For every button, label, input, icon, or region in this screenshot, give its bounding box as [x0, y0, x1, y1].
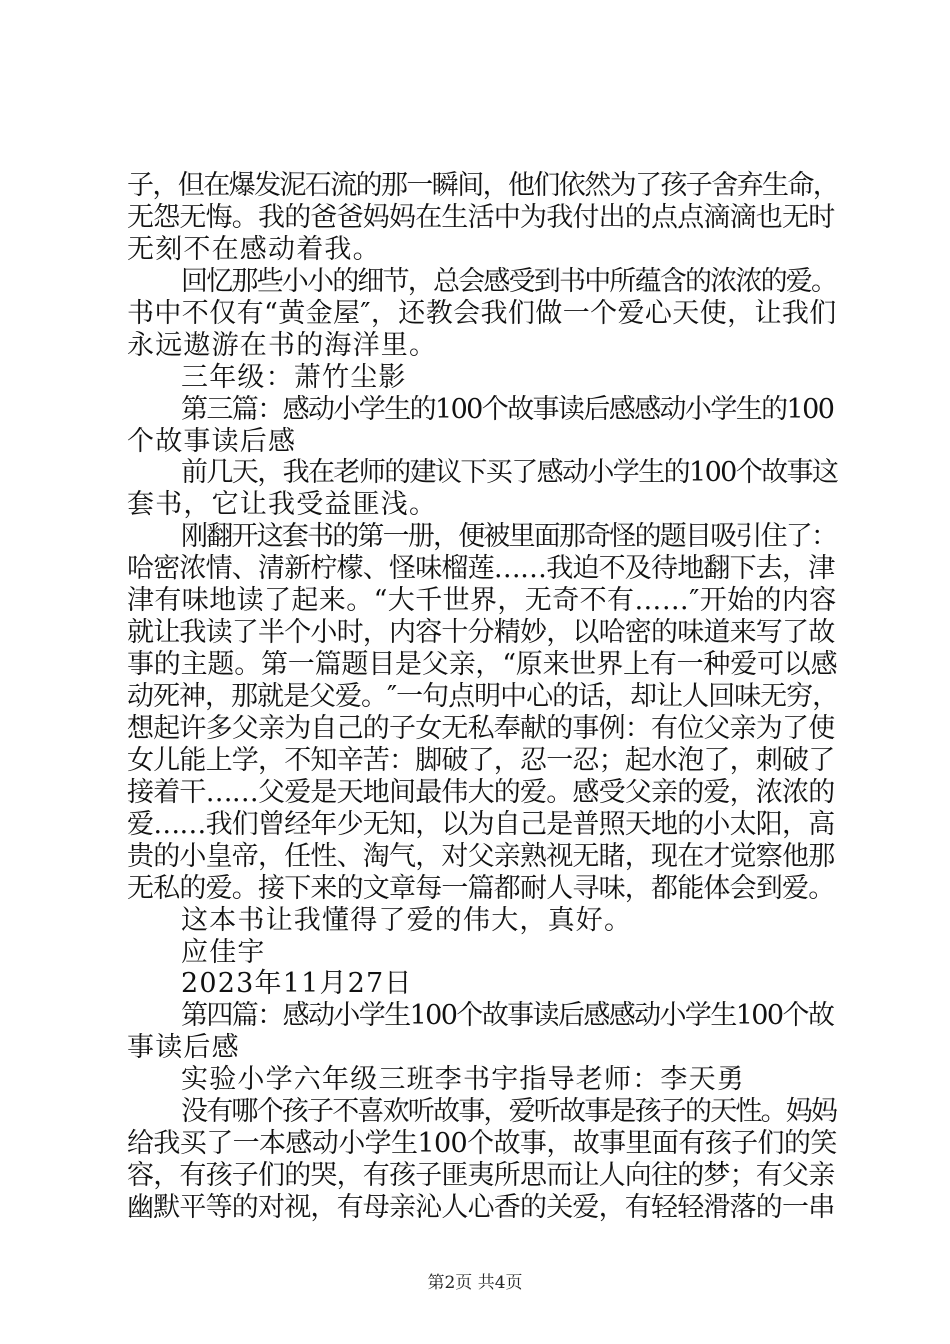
section-heading-cont: 个故事读后感 — [127, 426, 297, 457]
author-line: 应佳宇 — [181, 937, 266, 968]
text-line: 前几天，我在老师的建议下买了感动小学生的100个故事这 — [181, 457, 838, 488]
text-line: 事的主题。第一篇题目是父亲，“原来世界上有一种爱可以感 — [127, 649, 838, 680]
text-line: 回忆那些小小的细节，总会感受到书中所蕴含的浓浓的爱。 — [181, 266, 837, 297]
text-line: 容，有孩子们的哭，有孩子匪夷所思而让人向往的梦；有父亲 — [127, 1160, 835, 1191]
text-line: 津有味地读了起来。“大千世界，无奇不有……″开始的内容 — [127, 585, 837, 616]
date-line: 2023年11月27日 — [181, 968, 413, 999]
text-line: 无私的爱。接下来的文章每一篇都耐人寻味，都能体会到爱。 — [127, 873, 835, 904]
text-line: 就让我读了半个小时，内容十分精妙，以哈密的味道来写了故 — [127, 617, 835, 648]
text-line: 幽默平等的对视，有母亲沁人心香的关爱，有轻轻滑落的一串 — [127, 1192, 835, 1223]
text-line: 接着干……父爱是天地间最伟大的爱。感受父亲的爱，浓浓的 — [127, 777, 835, 808]
text-line: 给我买了一本感动小学生100个故事，故事里面有孩子们的笑 — [127, 1128, 837, 1159]
text-line: 女儿能上学，不知辛苦：脚破了，忍一忍；起水泡了，刺破了 — [127, 745, 835, 776]
text-line: 没有哪个孩子不喜欢听故事，爱听故事是孩子的天性。妈妈 — [181, 1096, 837, 1127]
text-line: 无刻不在感动着我。 — [127, 234, 381, 265]
author-line: 三年级：萧竹尘影 — [181, 362, 407, 393]
text-line: 想起许多父亲为自己的子女无私奉献的事例：有位父亲为了使 — [127, 713, 835, 744]
author-line: 实验小学六年级三班李书宇指导老师：李天勇 — [181, 1064, 745, 1095]
page-footer: 第2页 共4页 — [427, 1273, 523, 1293]
text-line: 永远遨游在书的海洋里。 — [127, 330, 438, 361]
section-heading-cont: 事读后感 — [127, 1032, 240, 1063]
section-heading: 第三篇：感动小学生的100个故事读后感感动小学生的100 — [181, 394, 834, 425]
text-line: 套书，它让我受益匪浅。 — [127, 489, 438, 520]
text-line: 这本书让我懂得了爱的伟大，真好。 — [181, 905, 633, 936]
text-line: 哈密浓情、清新柠檬、怪味榴莲……我迫不及待地翻下去，津 — [127, 553, 835, 584]
text-line: 书中不仅有“黄金屋″，还教会我们做一个爱心天使，让我们 — [127, 298, 837, 329]
text-line: 动死神，那就是父爱。″一句点明中心的话，却让人回味无穷， — [127, 681, 839, 712]
text-line: 子，但在爆发泥石流的那一瞬间，他们依然为了孩子舍弃生命， — [127, 170, 839, 201]
text-line: 无怨无悔。我的爸爸妈妈在生活中为我付出的点点滴滴也无时 — [127, 202, 835, 233]
text-line: 贵的小皇帝，任性、淘气，对父亲熟视无睹，现在才觉察他那 — [127, 841, 835, 872]
section-heading: 第四篇：感动小学生100个故事读后感感动小学生100个故 — [181, 1000, 834, 1031]
text-line: 刚翻开这套书的第一册，便被里面那奇怪的题目吸引住了： — [181, 521, 837, 552]
text-line: 爱……我们曾经年少无知，以为自己是普照天地的小太阳，高 — [127, 809, 835, 840]
